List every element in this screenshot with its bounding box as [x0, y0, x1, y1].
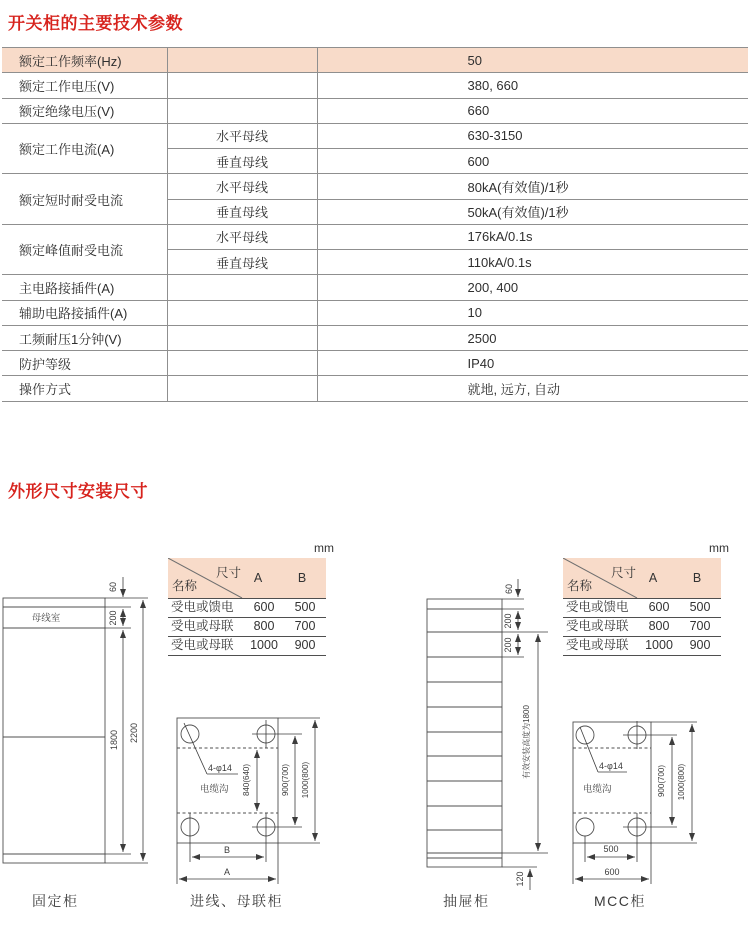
caption-drawer-cabinet: 抽屉柜 [443, 893, 490, 909]
hole-spec-label: 4-φ14 [208, 763, 232, 773]
table-row [2, 48, 748, 73]
value-cell: 110kA/0.1s [317, 250, 748, 275]
table-row [2, 123, 748, 148]
value-cell: 200, 400 [317, 275, 748, 300]
dim-label-60: 60 [108, 581, 118, 593]
incoming-cabinet-drawing [177, 718, 320, 884]
value-cell: 176kA/0.1s [317, 224, 748, 249]
corner-label-size: 尺寸 [611, 566, 637, 580]
sub-cell: 垂直母线 [167, 199, 317, 224]
table-row [2, 275, 748, 300]
dim-label-200-1: 200 [503, 613, 513, 629]
sub-cell [167, 376, 317, 401]
param-cell: 额定绝缘电压(V) [2, 98, 167, 123]
dim-label-900: 900(700) [281, 763, 290, 797]
dim-label-effective-height: 有效安装高度为1800 [522, 705, 531, 779]
sub-cell [167, 48, 317, 73]
param-cell: 操作方式 [2, 376, 167, 401]
row-name: 受电或母联 [171, 638, 234, 652]
value-a: 600 [648, 600, 670, 614]
drawer-cabinet-drawing [427, 579, 548, 890]
corner-label-name: 名称 [172, 579, 198, 593]
param-cell: 防护等级 [2, 351, 167, 376]
value-cell: 380, 660 [317, 73, 748, 98]
value-b: 500 [294, 600, 316, 614]
value-cell: 600 [317, 149, 748, 174]
table-row [2, 351, 748, 376]
table-row [2, 73, 748, 98]
dim-label-900: 900(700) [657, 764, 666, 798]
dim-label-200: 200 [108, 610, 118, 626]
section-title-dimensions: 外形尺寸安装尺寸 [8, 482, 148, 501]
dim-label-A: A [223, 867, 231, 877]
dim-label-1800: 1800 [109, 729, 119, 751]
unit-label: mm [709, 541, 729, 555]
table-row [2, 98, 748, 123]
dim-label-2200: 2200 [129, 722, 139, 744]
param-cell: 辅助电路接插件(A) [2, 300, 167, 325]
dim-label-1000: 1000(800) [677, 763, 686, 801]
table-row [2, 224, 748, 249]
hole-spec-label: 4-φ14 [599, 761, 623, 771]
unit-label: mm [314, 541, 334, 555]
sub-cell: 水平母线 [167, 174, 317, 199]
column-header-a: A [253, 571, 263, 585]
value-a: 1000 [645, 638, 673, 652]
param-cell: 额定峰值耐受电流 [2, 224, 167, 275]
corner-label-name: 名称 [567, 579, 593, 593]
table-row [2, 325, 748, 350]
value-b: 900 [294, 638, 316, 652]
column-header-b: B [297, 571, 307, 585]
dim-label-B: B [223, 845, 231, 855]
fixed-cabinet-drawing [3, 577, 148, 863]
dim-label-120: 120 [515, 871, 525, 887]
value-cell: 50kA(有效值)/1秒 [317, 199, 748, 224]
param-cell: 工频耐压1分钟(V) [2, 325, 167, 350]
value-b: 700 [689, 619, 711, 633]
dim-label-1000: 1000(800) [301, 761, 310, 799]
parameter-table [2, 47, 748, 402]
cable-trench-label: 电缆沟 [583, 784, 612, 795]
row-name: 受电或馈电 [566, 600, 629, 614]
param-cell: 额定工作频率(Hz) [2, 48, 167, 73]
value-b: 900 [689, 638, 711, 652]
cable-trench-label: 电缆沟 [200, 784, 229, 795]
value-cell: 660 [317, 98, 748, 123]
dim-label-500: 500 [603, 844, 619, 854]
sub-cell: 水平母线 [167, 224, 317, 249]
value-cell: 50 [317, 48, 748, 73]
sub-cell [167, 351, 317, 376]
table-row [2, 174, 748, 199]
sub-cell: 垂直母线 [167, 149, 317, 174]
value-b: 500 [689, 600, 711, 614]
value-cell: 630-3150 [317, 123, 748, 148]
sub-cell [167, 73, 317, 98]
value-a: 800 [253, 619, 275, 633]
sub-cell [167, 325, 317, 350]
sub-cell [167, 98, 317, 123]
value-cell: 10 [317, 300, 748, 325]
sub-cell: 水平母线 [167, 123, 317, 148]
technical-drawings [0, 540, 750, 934]
caption-incoming-cabinet: 进线、母联柜 [190, 893, 283, 909]
column-header-b: B [692, 571, 702, 585]
mcc-cabinet-drawing [573, 721, 697, 884]
value-a: 800 [648, 619, 670, 633]
param-cell: 额定工作电流(A) [2, 123, 167, 174]
dim-label-600: 600 [604, 867, 620, 877]
param-cell: 额定短时耐受电流 [2, 174, 167, 225]
row-name: 受电或母联 [566, 619, 629, 633]
busbar-room-label: 母线室 [31, 613, 61, 624]
value-a: 600 [253, 600, 275, 614]
value-cell: 2500 [317, 325, 748, 350]
section-title-parameters: 开关柜的主要技术参数 [8, 14, 183, 33]
dim-label-200-2: 200 [503, 637, 513, 653]
row-name: 受电或母联 [566, 638, 629, 652]
param-cell: 主电路接插件(A) [2, 275, 167, 300]
row-name: 受电或馈电 [171, 600, 234, 614]
corner-label-size: 尺寸 [216, 566, 242, 580]
caption-mcc-cabinet: MCC柜 [594, 893, 646, 909]
dim-label-60: 60 [504, 583, 514, 595]
value-cell: 80kA(有效值)/1秒 [317, 174, 748, 199]
caption-fixed-cabinet: 固定柜 [32, 893, 79, 909]
value-cell: 就地, 远方, 自动 [317, 376, 748, 401]
row-name: 受电或母联 [171, 619, 234, 633]
sub-cell: 垂直母线 [167, 250, 317, 275]
sub-cell [167, 300, 317, 325]
value-cell: IP40 [317, 351, 748, 376]
param-cell: 额定工作电压(V) [2, 73, 167, 98]
sub-cell [167, 275, 317, 300]
column-header-a: A [648, 571, 658, 585]
table-row [2, 376, 748, 401]
value-b: 700 [294, 619, 316, 633]
value-a: 1000 [250, 638, 278, 652]
dim-label-840: 840(640) [242, 763, 251, 797]
table-row [2, 300, 748, 325]
